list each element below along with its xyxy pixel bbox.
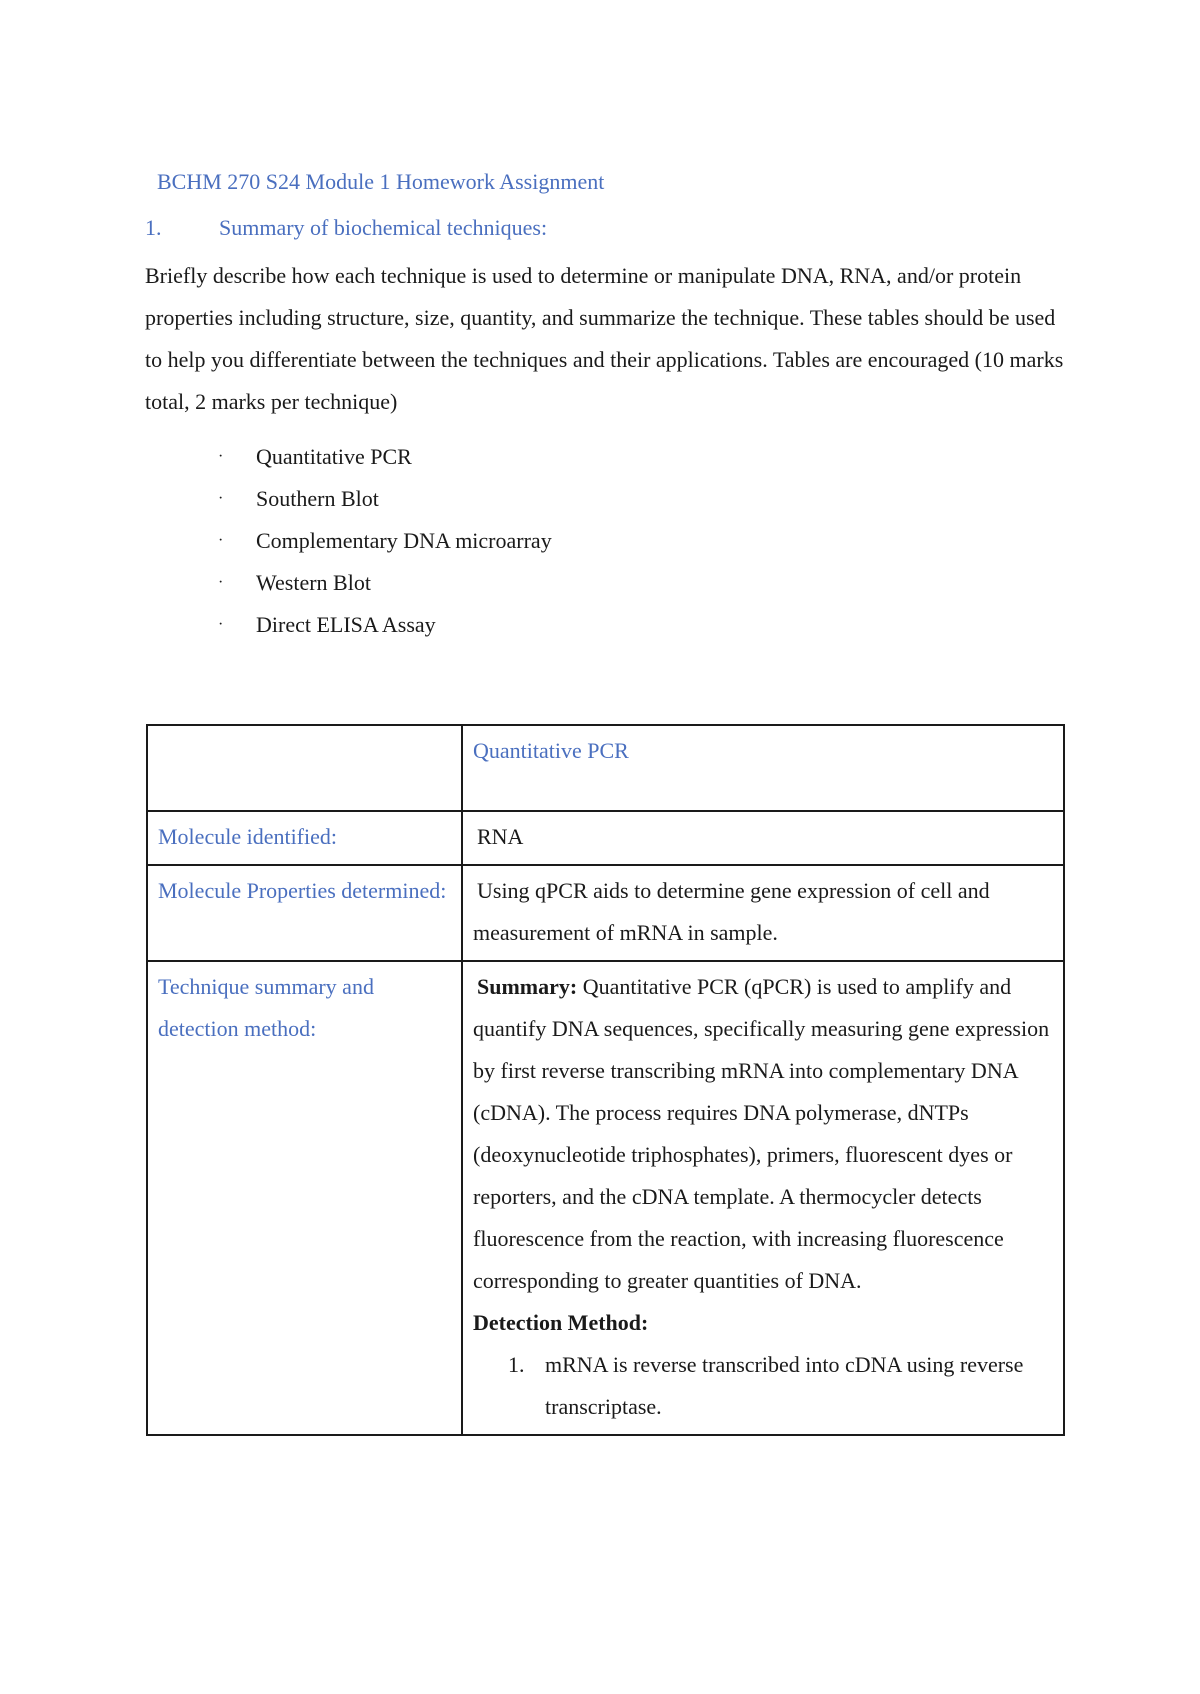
bullet-icon: ·	[218, 532, 224, 549]
summary-value-cell	[462, 961, 1064, 1435]
properties-value: Using qPCR aids to determine gene expression of cell and measurement of mRNA in sample.	[473, 878, 990, 945]
table-row	[147, 811, 1064, 865]
list-item	[508, 1344, 1053, 1428]
list-item	[218, 604, 552, 646]
list-item	[218, 478, 552, 520]
molecule-value: RNA	[477, 824, 524, 849]
detection-heading: Detection Method:	[473, 1310, 649, 1335]
bullet-icon: ·	[218, 574, 224, 591]
step-text: mRNA is reverse transcribed into cDNA using reverse transcriptase.	[545, 1352, 1024, 1419]
molecule-value-cell	[462, 811, 1064, 865]
list-item-text: Southern Blot	[256, 486, 379, 511]
summary-label-cell: Technique summary and detection method:	[147, 961, 462, 1435]
summary-paragraph	[473, 966, 1053, 1302]
bullet-icon: ·	[218, 490, 224, 507]
section-number: 1.	[145, 215, 162, 240]
technique-list	[218, 436, 552, 646]
summary-text: Quantitative PCR (qPCR) is used to amplify and quantify DNA sequences, specifically measuring gene expression by first reverse transcribing mRNA into complementary DNA (cDNA). The process requires DNA polymerase, dNTPs (deoxynucleotide triphosphates), primers, fluorescent dyes or reporters, and the cDNA template. A thermocycler detects fluorescence from the reaction, with increasing fluorescence corresponding to greater quantities of DNA.	[473, 974, 1050, 1293]
instructions-text: Briefly describe how each technique is used to determine or manipulate DNA, RNA, and/or protein properties including structure, size, quantity, and summarize the technique. These tables should be used to help you differentiate between the techniques and their applications. Tables are encouraged (10 marks total, 2 marks per technique)	[145, 263, 1064, 414]
instructions-paragraph	[145, 255, 1065, 423]
molecule-label-cell: Molecule identified:	[147, 811, 462, 865]
list-item	[218, 562, 552, 604]
properties-label-cell: Molecule Properties determined:	[147, 865, 462, 961]
section-heading	[145, 214, 547, 242]
list-item-text: Direct ELISA Assay	[256, 612, 436, 637]
list-item-text: Quantitative PCR	[256, 444, 412, 469]
table-row	[147, 865, 1064, 961]
table-row	[147, 961, 1064, 1435]
list-item-text: Western Blot	[256, 570, 371, 595]
technique-name-cell: Quantitative PCR	[462, 725, 1064, 811]
properties-value-cell	[462, 865, 1064, 961]
summary-heading: Summary:	[477, 974, 578, 999]
section-heading-text: Summary of biochemical techniques:	[219, 215, 548, 240]
detection-steps	[473, 1344, 1053, 1428]
bullet-icon: ·	[218, 448, 224, 465]
table-cell-empty	[147, 725, 462, 811]
document-title: BCHM 270 S24 Module 1 Homework Assignment	[157, 169, 605, 194]
technique-table	[146, 724, 1065, 1436]
step-number: 1.	[508, 1352, 525, 1377]
list-item	[218, 436, 552, 478]
bullet-icon: ·	[218, 616, 224, 633]
table-row	[147, 725, 1064, 811]
list-item	[218, 520, 552, 562]
list-item-text: Complementary DNA microarray	[256, 528, 552, 553]
